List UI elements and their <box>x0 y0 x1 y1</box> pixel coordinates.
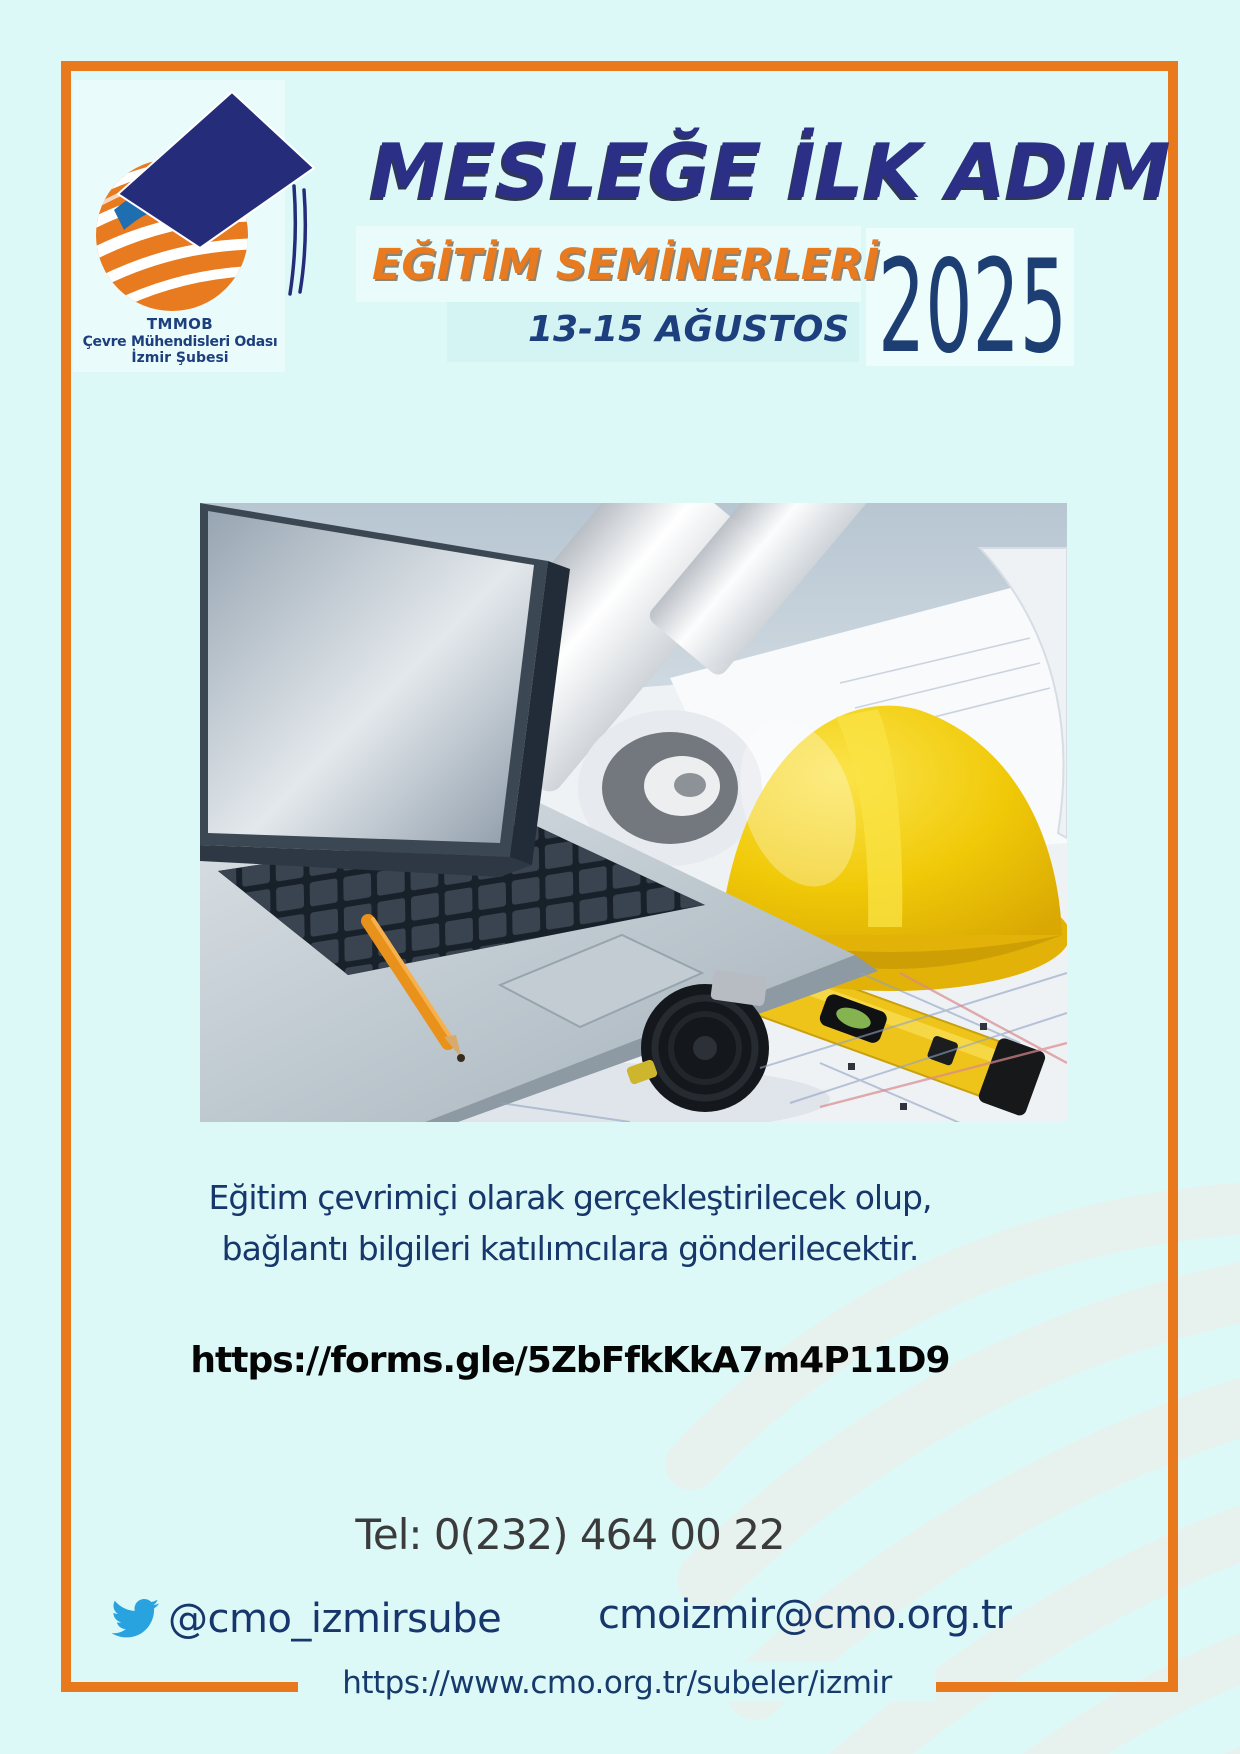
event-year: 2025 <box>878 233 1067 382</box>
poster-title: MESLEĞE İLK ADIM <box>370 127 1171 215</box>
event-description-line1: Eğitim çevrimiçi olarak gerçekleştirilecek olup, <box>208 1178 932 1217</box>
org-line-chamber: Çevre Mühendisleri Odası <box>82 333 278 350</box>
construction-desk-photo <box>200 503 1067 1122</box>
event-description-line2: bağlantı bilgileri katılımcılara gönderilecektir. <box>221 1229 919 1269</box>
org-line-tmmob: TMMOB <box>146 315 214 333</box>
registration-form-link[interactable]: https://forms.gle/5ZbFfkKkA7m4P11D9 <box>190 1340 950 1381</box>
phone-number: Tel: 0(232) 464 00 22 <box>355 1510 785 1559</box>
website-url[interactable]: https://www.cmo.org.tr/subeler/izmir <box>342 1665 892 1701</box>
event-description <box>70 1172 1070 1275</box>
org-name <box>60 316 300 367</box>
event-dates: 13-15 AĞUSTOS <box>528 309 850 350</box>
poster-subtitle: EĞİTİM SEMİNERLERİ <box>372 240 880 290</box>
email-address[interactable]: cmoizmir@cmo.org.tr <box>598 1592 1011 1638</box>
twitter-row <box>110 1596 501 1642</box>
twitter-icon <box>110 1598 162 1640</box>
twitter-handle[interactable]: @cmo_izmirsube <box>168 1596 502 1642</box>
org-line-branch: İzmir Şubesi <box>131 350 229 367</box>
graduation-cap-globe-logo-icon <box>82 82 322 314</box>
